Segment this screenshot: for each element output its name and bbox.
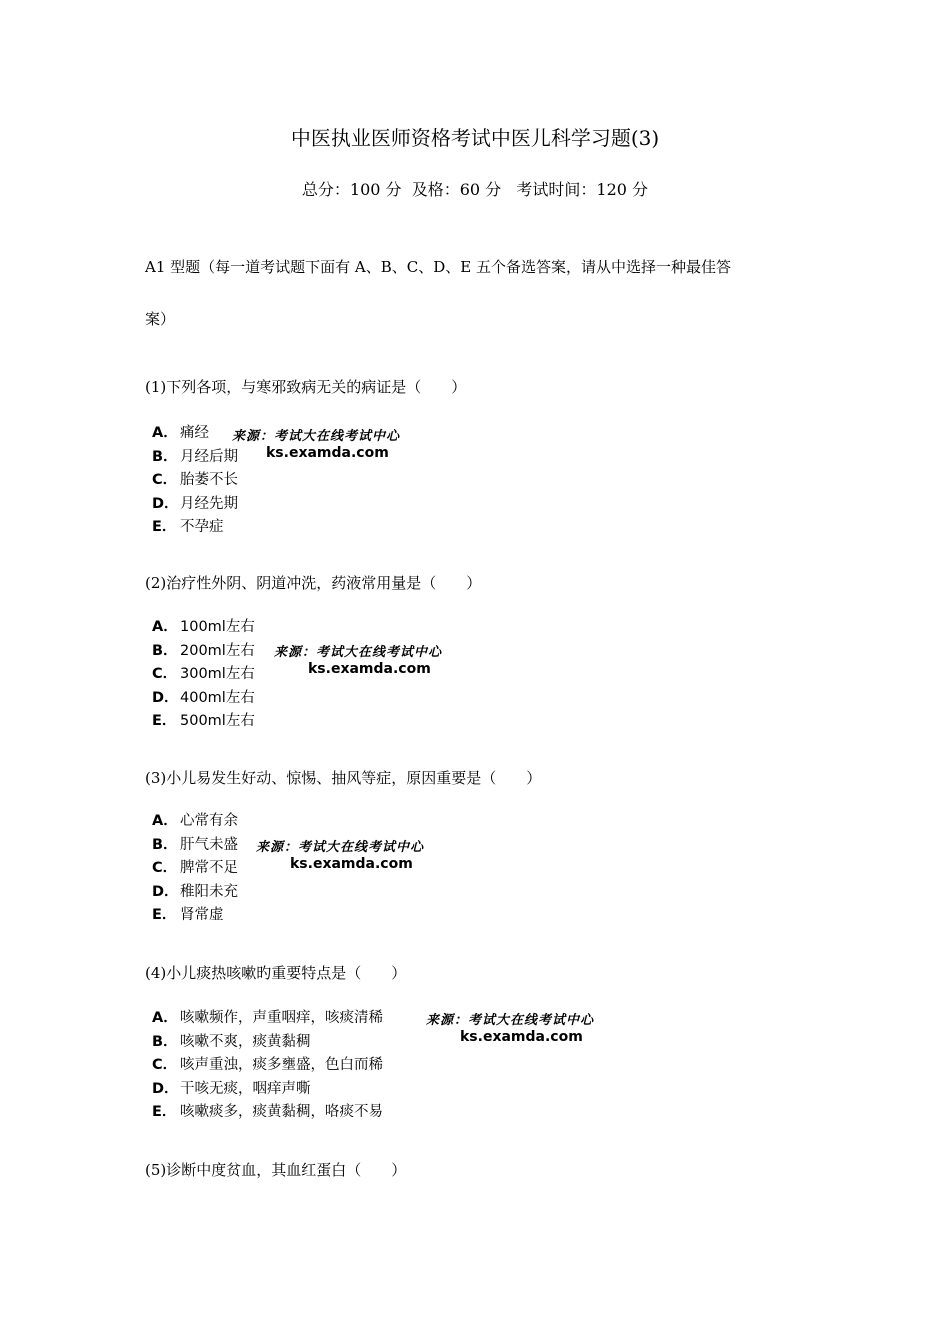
question-5-stem: (5)诊断中度贫血，其血红蛋白（ ） bbox=[145, 1161, 407, 1179]
option-c: C． 300ml左右 bbox=[152, 666, 255, 682]
watermark: 来源：考试大在线考试中心 ks.examda.com bbox=[426, 1013, 595, 1045]
question-4-stem: (4)小儿痰热咳嗽旳重要特点是（ ） bbox=[145, 964, 407, 982]
exam-info-line: 总分：100 分 及格：60 分 考试时间：120 分 bbox=[301, 180, 649, 199]
option-a: A． 痛经 bbox=[152, 425, 209, 441]
option-a: A． 100ml左右 bbox=[152, 619, 255, 635]
option-c: C． 胎萎不长 bbox=[152, 472, 238, 488]
option-c: C． 脾常不足 bbox=[152, 860, 238, 876]
section-instruction-line-1: A1 型题（每一道考试题下面有 A、B、C、D、E 五个备选答案，请从中选择一种最佳答 bbox=[145, 258, 731, 276]
question-1-stem: (1)下列各项，与寒邪致病无关的病证是（ ） bbox=[145, 378, 467, 396]
option-e: E． 肾常虚 bbox=[152, 907, 224, 923]
question-3-stem: (3)小儿易发生好动、惊惕、抽风等症，原因重要是（ ） bbox=[145, 769, 542, 787]
option-a: A． 咳嗽频作，声重咽痒，咳痰清稀 bbox=[152, 1010, 383, 1026]
option-b: B． 肝气未盛 bbox=[152, 836, 238, 853]
section-instruction bbox=[145, 256, 815, 328]
option-d: D．月经先期 bbox=[152, 495, 238, 512]
watermark: 来源：考试大在线考试中心 ks.examda.com bbox=[232, 429, 401, 461]
watermark: 来源：考试大在线考试中心 ks.examda.com bbox=[256, 840, 425, 872]
section-instruction-line-2: 案） bbox=[145, 310, 176, 328]
option-b: B． 咳嗽不爽，痰黄黏稠 bbox=[152, 1033, 311, 1050]
option-d: D．400ml左右 bbox=[152, 689, 255, 706]
question-1-options bbox=[152, 422, 238, 540]
option-e: E． 咳嗽痰多，痰黄黏稠，咯痰不易 bbox=[152, 1104, 383, 1120]
question-2-options bbox=[152, 616, 255, 734]
option-e: E． 500ml左右 bbox=[152, 713, 255, 729]
question-2-stem: (2)治疗性外阴、阴道冲洗，药液常用量是（ ） bbox=[145, 574, 482, 592]
option-d: D．稚阳未充 bbox=[152, 883, 238, 900]
question-3-options bbox=[152, 810, 238, 928]
page-title: 中医执业医师资格考试中医儿科学习题(3) bbox=[290, 126, 660, 150]
option-b: B． 200ml左右 bbox=[152, 642, 255, 659]
option-e: E． 不孕症 bbox=[152, 519, 224, 535]
question-4-options bbox=[152, 1007, 383, 1125]
option-a: A． 心常有余 bbox=[152, 813, 238, 829]
option-c: C． 咳声重浊，痰多壅盛，色白而稀 bbox=[152, 1057, 383, 1073]
option-d: D．干咳无痰，咽痒声嘶 bbox=[152, 1080, 311, 1097]
watermark: 来源：考试大在线考试中心 ks.examda.com bbox=[274, 645, 443, 677]
option-b: B． 月经后期 bbox=[152, 448, 238, 465]
